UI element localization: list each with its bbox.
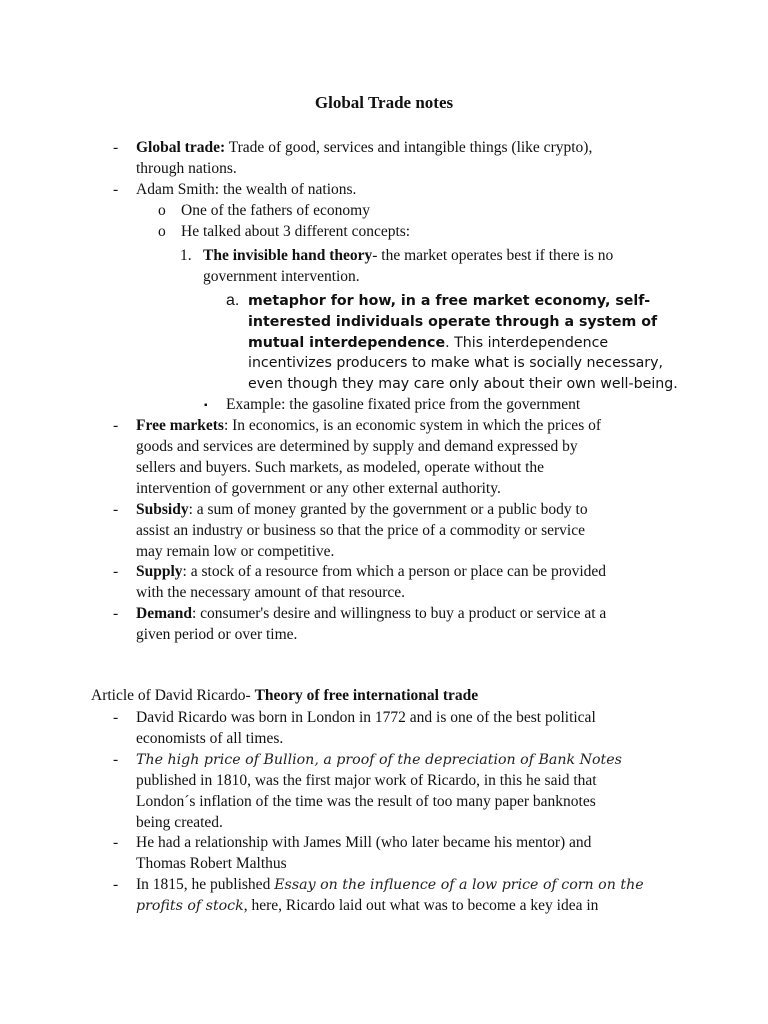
essay-title-cont: profits of stock bbox=[136, 898, 244, 914]
dash-bullet: - bbox=[113, 501, 119, 518]
global-trade-line-1: Global trade: Trade of good, services and intangible things (like crypto), bbox=[136, 139, 593, 156]
dash-bullet: - bbox=[113, 139, 119, 156]
dash-bullet: - bbox=[113, 876, 119, 893]
free-markets-term: Free markets bbox=[136, 417, 224, 434]
free-markets-line-3: sellers and buyers. Such markets, as modeled, operate without the bbox=[136, 459, 545, 476]
invisible-hand-line-1: The invisible hand theory- the market operates best if there is no bbox=[203, 247, 614, 264]
metaphor-line-2: interested individuals operate through a system of bbox=[248, 314, 658, 330]
free-markets-line-4: intervention of government or any other external authority. bbox=[136, 480, 501, 497]
essay-title: Essay on the influence of a low price of corn on the bbox=[274, 877, 644, 893]
essay-line-2: profits of stock, here, Ricardo laid out what was to become a key idea in bbox=[136, 897, 599, 914]
bullion-title: The high price of Bullion, a proof of the depreciation of Bank Notes bbox=[136, 752, 622, 768]
free-markets-line-2: goods and services are determined by supply and demand expressed by bbox=[136, 438, 578, 455]
circle-bullet: o bbox=[158, 202, 166, 219]
square-bullet: ▪ bbox=[204, 400, 208, 411]
article-heading-bold: Theory of free international trade bbox=[254, 687, 479, 704]
adam-smith-line: Adam Smith: the wealth of nations. bbox=[136, 181, 357, 198]
supply-line-2: with the necessary amount of that resource. bbox=[136, 584, 406, 601]
article-heading: Article of David Ricardo- Theory of free international trade bbox=[91, 687, 479, 704]
number-marker: 1. bbox=[180, 247, 192, 264]
metaphor-line-1: metaphor for how, in a free market economy, self- bbox=[248, 293, 651, 309]
document-title: Global Trade notes bbox=[314, 93, 454, 112]
free-markets-line-1: Free markets: In economics, is an economic system in which the prices of bbox=[136, 417, 602, 434]
supply-line-1: Supply: a stock of a resource from which a person or place can be provided bbox=[136, 563, 607, 580]
relationship-line-1: He had a relationship with James Mill (who later became his mentor) and bbox=[136, 834, 592, 851]
metaphor-line-5: even though they may care only about their own well-being. bbox=[248, 376, 678, 392]
ricardo-line-2: economists of all times. bbox=[136, 730, 284, 747]
invisible-hand-line-2: government intervention. bbox=[203, 268, 360, 285]
dash-bullet: - bbox=[113, 417, 119, 434]
dash-bullet: - bbox=[113, 751, 119, 768]
global-trade-line-2: through nations. bbox=[136, 160, 237, 177]
ricardo-line-1: David Ricardo was born in London in 1772 and is one of the best political bbox=[136, 709, 596, 726]
bullion-line-3: London´s inflation of the time was the result of too many paper banknotes bbox=[136, 793, 596, 810]
bullion-line-4: being created. bbox=[136, 814, 223, 831]
essay-line-1: In 1815, he published Essay on the influence of a low price of corn on the bbox=[136, 876, 644, 893]
demand-term: Demand bbox=[136, 605, 192, 622]
subsidy-line-3: may remain low or competitive. bbox=[136, 543, 335, 560]
alpha-marker: a. bbox=[226, 292, 240, 309]
subsidy-line-2: assist an industry or business so that the price of a commodity or service bbox=[136, 522, 585, 539]
circle-bullet: o bbox=[158, 223, 166, 240]
metaphor-line-4: incentivizes producers to make what is socially necessary, bbox=[248, 355, 664, 371]
dash-bullet: - bbox=[113, 709, 119, 726]
dash-bullet: - bbox=[113, 181, 119, 198]
subsidy-term: Subsidy bbox=[136, 501, 189, 518]
dash-bullet: - bbox=[113, 563, 119, 580]
dash-bullet: - bbox=[113, 605, 119, 622]
subsidy-line-1: Subsidy: a sum of money granted by the government or a public body to bbox=[136, 501, 588, 518]
metaphor-line-3: mutual interdependence. This interdependence bbox=[248, 335, 609, 351]
adam-sub-1: One of the fathers of economy bbox=[181, 202, 370, 219]
demand-line-2: given period or over time. bbox=[136, 626, 298, 643]
adam-sub-2: He talked about 3 different concepts: bbox=[181, 223, 411, 240]
invisible-hand-term: The invisible hand theory bbox=[203, 247, 373, 264]
global-trade-term: Global trade: bbox=[136, 139, 226, 156]
relationship-line-2: Thomas Robert Malthus bbox=[136, 855, 287, 872]
supply-term: Supply bbox=[136, 563, 183, 580]
dash-bullet: - bbox=[113, 834, 119, 851]
bullion-line-2: published in 1810, was the first major work of Ricardo, in this he said that bbox=[136, 772, 597, 789]
example-line: Example: the gasoline fixated price from the government bbox=[226, 396, 581, 413]
demand-line-1: Demand: consumer's desire and willingness to buy a product or service at a bbox=[136, 605, 607, 622]
